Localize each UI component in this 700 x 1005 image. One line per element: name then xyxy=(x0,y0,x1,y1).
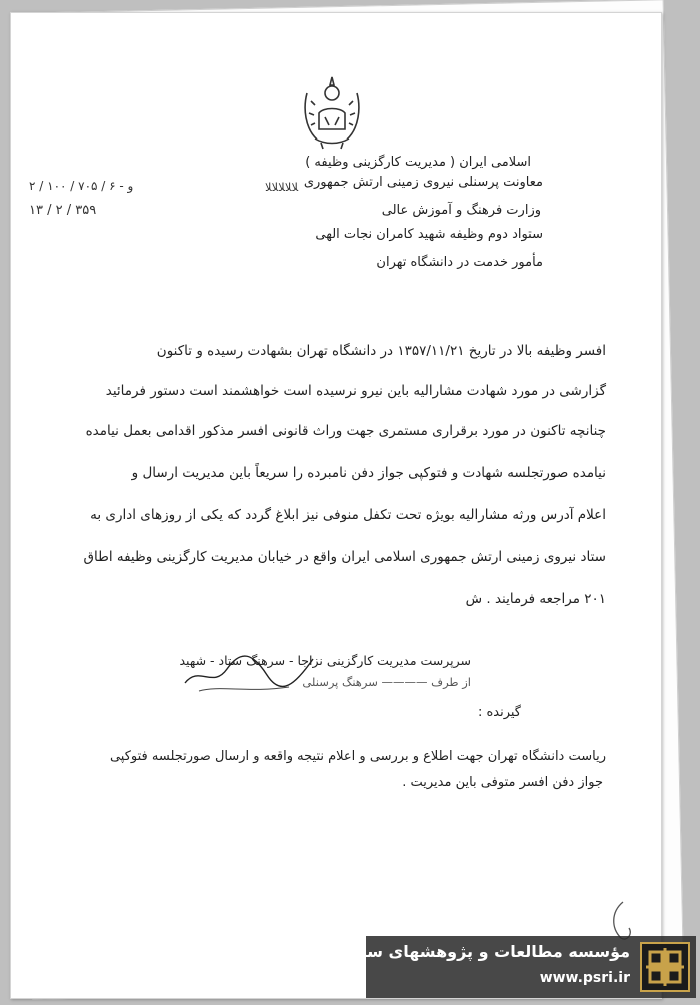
partial-stamp: ﻼﻼﻼﻼﻼ xyxy=(265,181,299,194)
signature-line-2: از طرف ———— سرهنگ پرسنلی xyxy=(302,675,471,689)
body-line: نیامده صورتجلسه شهادت و فتوکپی جواز دفن نامبرده را سریعاً باین مدیریت ارسال و xyxy=(131,465,606,481)
recipient-label: گیرنده : xyxy=(477,705,521,720)
body-line: ۲۰۱ مراجعه فرمایند . ش xyxy=(465,591,606,607)
header-line-2: معاونت پرسنلی نیروی زمینی ارتش جمهوری xyxy=(303,175,543,190)
lion-and-sun-emblem-icon xyxy=(297,73,367,151)
header-line-3: وزارت فرهنگ و آموزش عالی xyxy=(381,203,541,218)
body-line: ستاد نیروی زمینی ارتش جمهوری اسلامی ایران واقع در خیابان مدیریت کارگزینی وظیفه اطاق xyxy=(83,549,606,565)
body-line: افسر وظیفه بالا در تاریخ ۱۳۵۷/۱۱/۲۱ در دانشگاه تهران بشهادت رسیده و تاکنون xyxy=(156,343,606,359)
letter-page xyxy=(10,12,662,999)
header-line-1: اسلامی ایران ( مدیریت کارگزینی وظیفه ) xyxy=(305,155,531,170)
reference-number: ۲ / ۱۰۰ / ۷۰۵ / ۶ - و xyxy=(29,179,134,193)
header-line-4: ستواد دوم وظیفه شهید کامران نجات الهی xyxy=(315,227,543,242)
institute-logo-icon xyxy=(640,942,690,992)
watermark-url: www.psri.ir xyxy=(539,970,630,986)
body-line: چنانچه تاکنون در مورد برقراری مستمری جهت وراث قانونی افسر مذکور اقدامی بعمل نیامده xyxy=(85,423,606,439)
recipient-line-1: ریاست دانشگاه تهران جهت اطلاع و بررسی و اعلام نتیجه واقعه و ارسال صورتجلسه فتوکپی xyxy=(109,749,606,764)
body-line: اعلام آدرس ورثه مشارالیه بویژه تحت تکفل منوفی نیز ابلاغ گردد که یکی از روزهای اداری به xyxy=(90,507,606,523)
institute-watermark xyxy=(322,936,696,998)
header-line-5: مأمور خدمت در دانشگاه تهران xyxy=(376,255,543,270)
reference-date: ۱۳ / ۲ / ۳۵۹ xyxy=(29,203,97,218)
watermark-title: مؤسسه مطالعات و پژوهشهای سیاسی xyxy=(322,942,630,961)
body-line: گزارشی در مورد شهادت مشارالیه باین نیرو نرسیده است خواهشمند است دستور فرمائید xyxy=(105,383,606,399)
recipient-line-2: جواز دفن افسر متوفی باین مدیریت . xyxy=(402,775,603,790)
signature-line-1: سرپرست مدیریت کارگزینی نزاجا - سرهنگ ستاد - شهید xyxy=(179,653,471,668)
